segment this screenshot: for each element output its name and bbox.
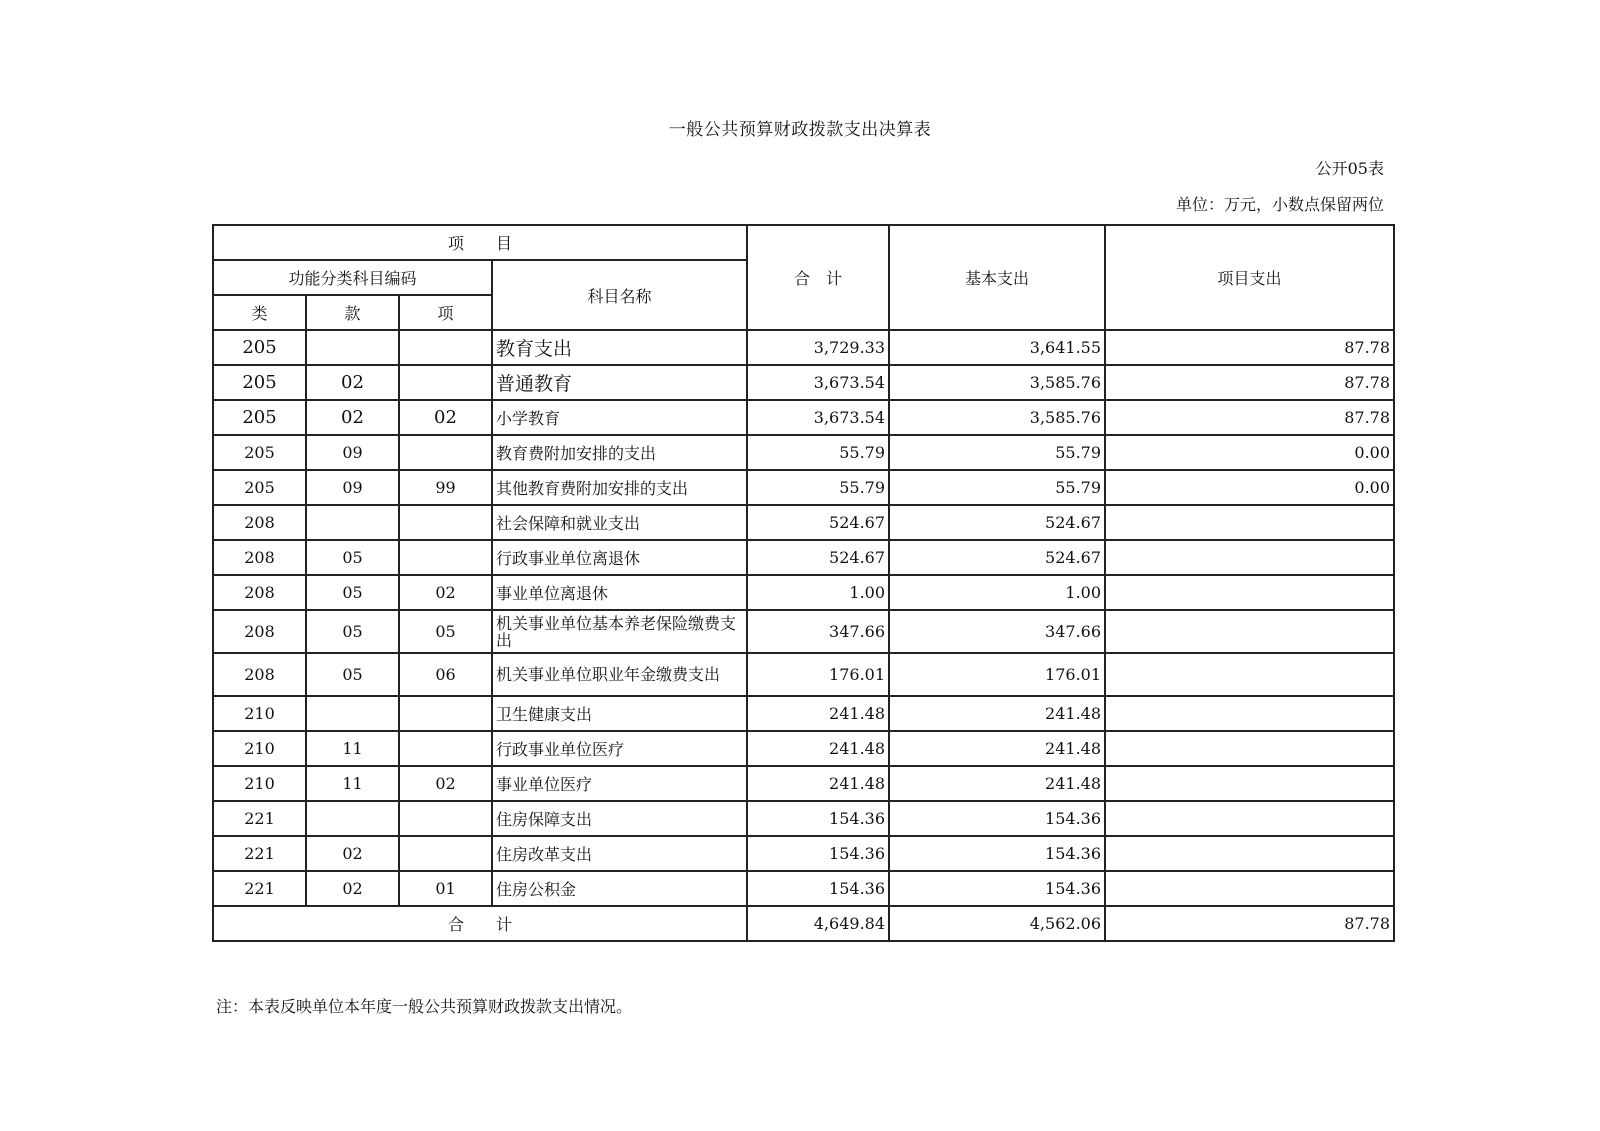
cell-lei: 205	[213, 470, 306, 505]
cell-name: 事业单位离退休	[492, 575, 747, 610]
cell-kuan: 02	[306, 836, 399, 871]
table-row	[213, 330, 1394, 365]
cell-total: 524.67	[747, 540, 889, 575]
table-row	[213, 871, 1394, 906]
sum-project: 87.78	[1105, 906, 1394, 941]
cell-lei: 210	[213, 766, 306, 801]
cell-total: 154.36	[747, 871, 889, 906]
cell-name: 住房改革支出	[492, 836, 747, 871]
cell-xiang: 06	[399, 653, 492, 696]
form-number: 公开05表	[1315, 159, 1384, 178]
cell-total: 3,673.54	[747, 400, 889, 435]
cell-project	[1105, 575, 1394, 610]
expenditure-table	[212, 224, 1395, 942]
cell-basic: 3,585.76	[889, 365, 1105, 400]
header-item: 项 目	[213, 225, 747, 260]
table-row	[213, 540, 1394, 575]
cell-project: 87.78	[1105, 365, 1394, 400]
cell-total: 154.36	[747, 801, 889, 836]
cell-kuan: 11	[306, 731, 399, 766]
cell-kuan: 05	[306, 653, 399, 696]
header-kuan: 款	[306, 295, 399, 330]
cell-project	[1105, 540, 1394, 575]
cell-project	[1105, 836, 1394, 871]
cell-name: 住房保障支出	[492, 801, 747, 836]
cell-lei: 208	[213, 505, 306, 540]
cell-name: 机关事业单位职业年金缴费支出	[492, 653, 747, 696]
cell-lei: 205	[213, 400, 306, 435]
cell-xiang: 05	[399, 610, 492, 653]
cell-total: 154.36	[747, 836, 889, 871]
cell-kuan: 02	[306, 400, 399, 435]
cell-name: 行政事业单位医疗	[492, 731, 747, 766]
table-row	[213, 610, 1394, 653]
cell-kuan: 11	[306, 766, 399, 801]
cell-xiang	[399, 365, 492, 400]
header-total: 合 计	[747, 225, 889, 330]
cell-basic: 3,585.76	[889, 400, 1105, 435]
table-row	[213, 365, 1394, 400]
cell-lei: 205	[213, 365, 306, 400]
cell-basic: 1.00	[889, 575, 1105, 610]
cell-kuan	[306, 696, 399, 731]
cell-project	[1105, 505, 1394, 540]
table-row	[213, 470, 1394, 505]
cell-lei: 208	[213, 575, 306, 610]
cell-total: 3,673.54	[747, 365, 889, 400]
cell-kuan: 09	[306, 470, 399, 505]
cell-name: 社会保障和就业支出	[492, 505, 747, 540]
cell-xiang	[399, 731, 492, 766]
cell-kuan	[306, 330, 399, 365]
cell-lei: 210	[213, 731, 306, 766]
cell-total: 55.79	[747, 470, 889, 505]
footnote: 注：本表反映单位本年度一般公共预算财政拨款支出情况。	[216, 997, 633, 1016]
cell-basic: 176.01	[889, 653, 1105, 696]
cell-basic: 55.79	[889, 470, 1105, 505]
cell-kuan: 09	[306, 435, 399, 470]
cell-total: 176.01	[747, 653, 889, 696]
cell-project: 0.00	[1105, 470, 1394, 505]
cell-project	[1105, 610, 1394, 653]
table-row	[213, 766, 1394, 801]
table-row	[213, 435, 1394, 470]
cell-basic: 241.48	[889, 731, 1105, 766]
cell-name: 普通教育	[492, 365, 747, 400]
cell-kuan	[306, 801, 399, 836]
cell-name: 行政事业单位离退休	[492, 540, 747, 575]
table-row	[213, 505, 1394, 540]
cell-project	[1105, 731, 1394, 766]
cell-kuan: 05	[306, 540, 399, 575]
table-row	[213, 836, 1394, 871]
cell-total: 347.66	[747, 610, 889, 653]
cell-kuan: 05	[306, 610, 399, 653]
cell-name: 教育支出	[492, 330, 747, 365]
cell-basic: 347.66	[889, 610, 1105, 653]
header-lei: 类	[213, 295, 306, 330]
cell-basic: 3,641.55	[889, 330, 1105, 365]
cell-total: 3,729.33	[747, 330, 889, 365]
sum-total: 4,649.84	[747, 906, 889, 941]
cell-name: 小学教育	[492, 400, 747, 435]
cell-xiang	[399, 505, 492, 540]
page-title: 一般公共预算财政拨款支出决算表	[668, 120, 932, 140]
cell-basic: 524.67	[889, 505, 1105, 540]
cell-project: 87.78	[1105, 400, 1394, 435]
header-xiang: 项	[399, 295, 492, 330]
header-project: 项目支出	[1105, 225, 1394, 330]
cell-project	[1105, 696, 1394, 731]
cell-lei: 221	[213, 871, 306, 906]
cell-xiang	[399, 540, 492, 575]
sum-label: 合 计	[213, 906, 747, 941]
cell-project	[1105, 801, 1394, 836]
cell-xiang	[399, 330, 492, 365]
cell-xiang	[399, 435, 492, 470]
cell-lei: 221	[213, 801, 306, 836]
table-row	[213, 400, 1394, 435]
cell-lei: 205	[213, 330, 306, 365]
cell-basic: 241.48	[889, 696, 1105, 731]
cell-total: 1.00	[747, 575, 889, 610]
sum-basic: 4,562.06	[889, 906, 1105, 941]
cell-xiang: 99	[399, 470, 492, 505]
cell-basic: 55.79	[889, 435, 1105, 470]
table-row	[213, 575, 1394, 610]
cell-kuan: 02	[306, 365, 399, 400]
cell-basic: 154.36	[889, 871, 1105, 906]
cell-name: 机关事业单位基本养老保险缴费支出	[492, 610, 747, 653]
cell-total: 55.79	[747, 435, 889, 470]
cell-total: 241.48	[747, 696, 889, 731]
unit-label: 单位：万元，小数点保留两位	[1175, 195, 1384, 214]
header-func-code: 功能分类科目编码	[213, 260, 492, 295]
cell-xiang	[399, 836, 492, 871]
cell-project	[1105, 871, 1394, 906]
cell-lei: 208	[213, 653, 306, 696]
cell-kuan: 02	[306, 871, 399, 906]
cell-basic: 154.36	[889, 801, 1105, 836]
cell-kuan: 05	[306, 575, 399, 610]
cell-xiang	[399, 801, 492, 836]
table-row	[213, 653, 1394, 696]
cell-lei: 221	[213, 836, 306, 871]
cell-xiang: 01	[399, 871, 492, 906]
cell-basic: 154.36	[889, 836, 1105, 871]
cell-project: 0.00	[1105, 435, 1394, 470]
cell-total: 524.67	[747, 505, 889, 540]
cell-xiang: 02	[399, 575, 492, 610]
cell-project: 87.78	[1105, 330, 1394, 365]
cell-basic: 241.48	[889, 766, 1105, 801]
table-row	[213, 731, 1394, 766]
table-row	[213, 696, 1394, 731]
cell-lei: 205	[213, 435, 306, 470]
cell-name: 事业单位医疗	[492, 766, 747, 801]
cell-name: 卫生健康支出	[492, 696, 747, 731]
cell-project	[1105, 766, 1394, 801]
cell-xiang	[399, 696, 492, 731]
cell-lei: 208	[213, 610, 306, 653]
cell-name: 住房公积金	[492, 871, 747, 906]
cell-lei: 208	[213, 540, 306, 575]
cell-total: 241.48	[747, 731, 889, 766]
table-row	[213, 801, 1394, 836]
cell-name: 其他教育费附加安排的支出	[492, 470, 747, 505]
header-basic: 基本支出	[889, 225, 1105, 330]
cell-total: 241.48	[747, 766, 889, 801]
cell-basic: 524.67	[889, 540, 1105, 575]
header-name: 科目名称	[492, 260, 747, 330]
cell-lei: 210	[213, 696, 306, 731]
cell-xiang: 02	[399, 400, 492, 435]
cell-name: 教育费附加安排的支出	[492, 435, 747, 470]
cell-project	[1105, 653, 1394, 696]
cell-xiang: 02	[399, 766, 492, 801]
cell-kuan	[306, 505, 399, 540]
